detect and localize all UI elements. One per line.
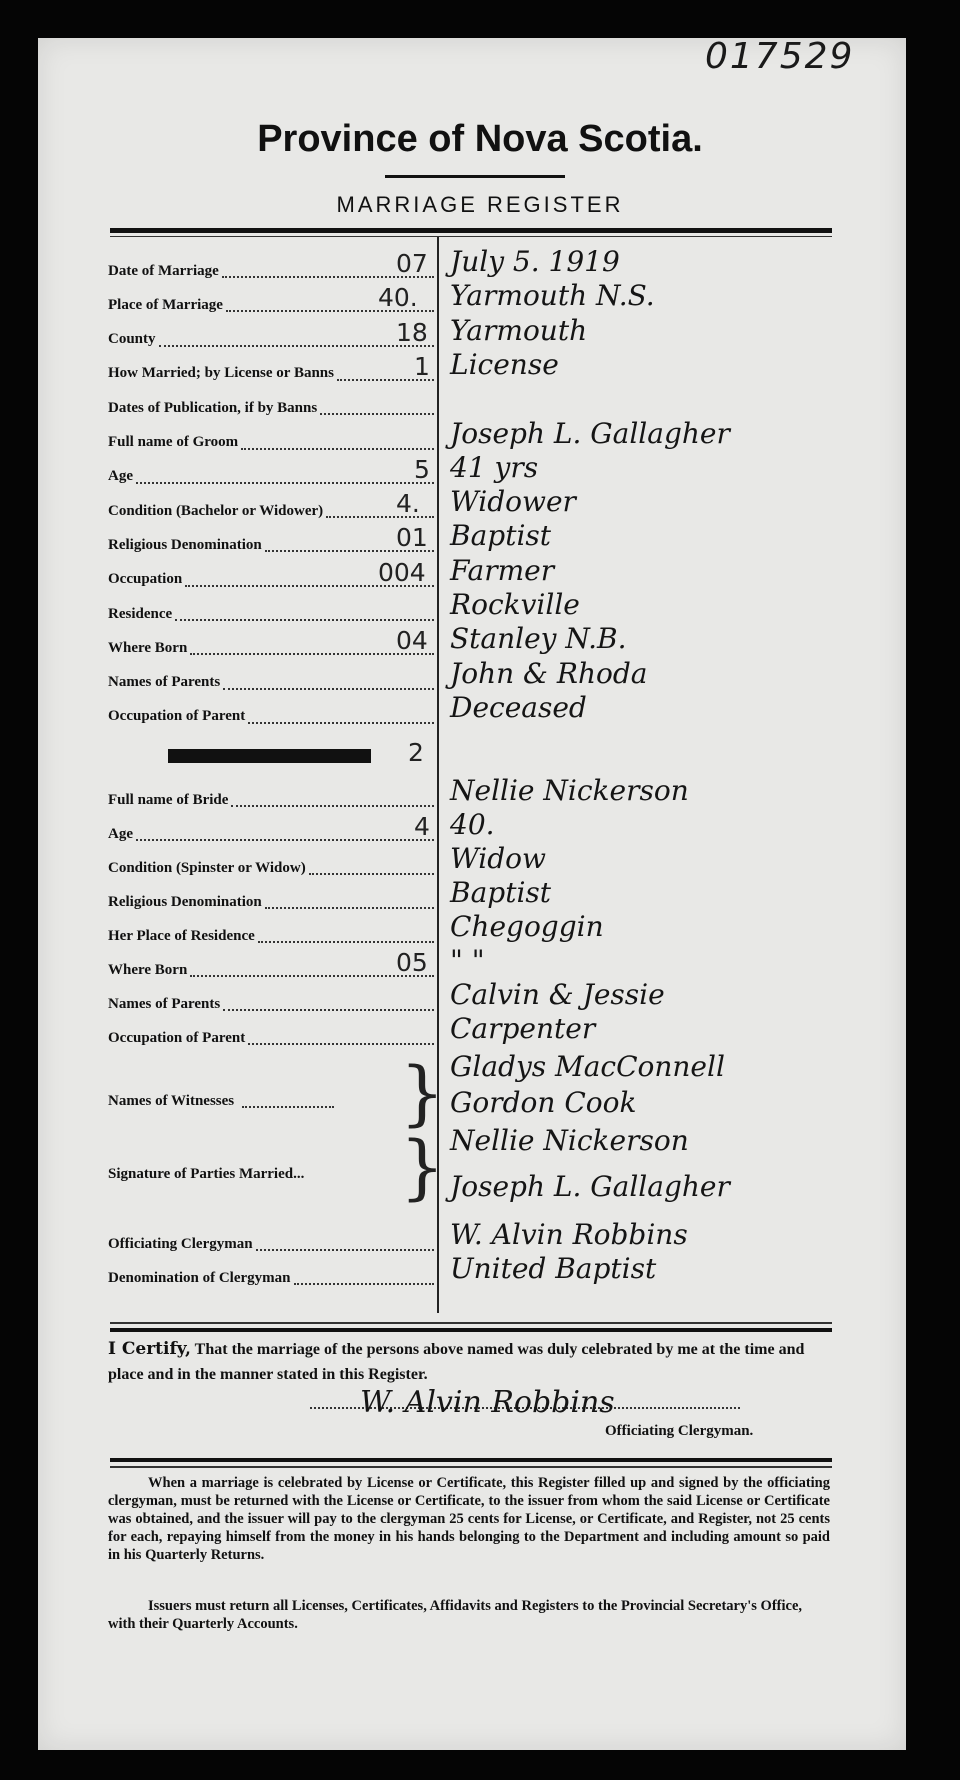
- issuers-note: Issuers must return all Licenses, Certificates, Affidavits and Registers to the Provincial Secretary's Office, with their Quarterly Accounts.: [108, 1598, 803, 1632]
- bride-field-row: [108, 954, 438, 986]
- section-code: 2: [408, 738, 424, 767]
- field-label: Place of Marriage: [108, 296, 223, 313]
- leader-dots: [241, 436, 434, 450]
- leader-dots: [159, 333, 434, 347]
- field-label: Religious Denomination: [108, 536, 262, 553]
- page-title: Province of Nova Scotia.: [257, 118, 703, 160]
- field-value: Farmer: [450, 553, 555, 587]
- field-label: Officiating Clergyman: [108, 1235, 253, 1252]
- field-label: Occupation of Parent: [108, 708, 246, 725]
- page-subtitle: MARRIAGE REGISTER: [336, 192, 624, 217]
- field-value: Rockville: [450, 588, 580, 621]
- field-label: Age: [108, 825, 133, 842]
- leader-dots: [294, 1271, 435, 1285]
- leader-dots: [231, 793, 434, 807]
- groom-field-row: [108, 701, 438, 733]
- witnesses-brace: }: [400, 1052, 445, 1134]
- field-value: Deceased: [450, 690, 587, 724]
- field-value: Calvin & Jessie: [450, 978, 665, 1011]
- groom-field-row: [108, 598, 438, 630]
- leader-dots: [256, 1237, 434, 1251]
- groom-field-row: [108, 461, 438, 493]
- field-code: 40.: [378, 283, 418, 313]
- bride-field-row: [108, 1022, 438, 1054]
- signature-caption: Officiating Clergyman.: [605, 1423, 754, 1439]
- title-divider: [385, 175, 565, 178]
- field-code: 18: [396, 317, 428, 347]
- field-label: Names of Parents: [108, 674, 221, 691]
- field-value: United Baptist: [450, 1252, 657, 1285]
- field-value: 41 yrs: [450, 450, 539, 484]
- leader-dots: [136, 827, 434, 841]
- field-label: Age: [108, 468, 133, 485]
- certification-text: [108, 1337, 828, 1387]
- leader-dots: [248, 710, 434, 724]
- field-value: Yarmouth N.S.: [450, 279, 655, 313]
- field-code: 07: [396, 249, 428, 278]
- leader-dots: [258, 929, 434, 943]
- leader-dots: [223, 997, 434, 1011]
- leader-dots: [175, 607, 434, 621]
- field-label: Residence: [108, 605, 173, 622]
- leader-dots: [223, 676, 434, 690]
- field-value: Carpenter: [450, 1012, 596, 1045]
- field-label: Names of Parents: [108, 995, 221, 1012]
- field-label: Religious Denomination: [108, 893, 262, 910]
- field-value: W. Alvin Robbins: [450, 1218, 688, 1251]
- field-label: Condition (Bachelor or Widower): [108, 502, 324, 519]
- field-value: " ": [450, 944, 485, 977]
- field-value: License: [450, 347, 559, 381]
- bride-field-row: [108, 988, 438, 1020]
- parties-label-row: [108, 1158, 438, 1190]
- field-value: Baptist: [450, 876, 552, 909]
- field-value: Yarmouth: [450, 313, 588, 347]
- clergy-field-row: [108, 1228, 438, 1260]
- field-code: 1: [414, 351, 430, 381]
- field-value: 40.: [450, 808, 495, 841]
- witnesses-label-row: [108, 1085, 438, 1117]
- witness-1: Gladys MacConnell: [450, 1050, 725, 1083]
- bride-field-row: [108, 920, 438, 952]
- field-value: Widow: [450, 842, 546, 875]
- field-label: Her Place of Residence: [108, 927, 255, 944]
- groom-field-row: [108, 358, 438, 390]
- field-code: 4: [414, 812, 430, 841]
- leader-dots: [265, 895, 434, 909]
- field-label: How Married; by License or Banns: [108, 365, 334, 382]
- field-label: Denomination of Clergyman: [108, 1269, 291, 1286]
- notes-rule: [110, 1458, 832, 1462]
- instructions-note: When a marriage is celebrated by License or Certificate, this Register filled up and signed by the officiating clergyman, must be returned with the License or Certificate, to the issuer from whom the said License or Certificate was obtained, and the issuer will pay to the clergyman 25 cents for License, or Certificate, and Register, not 25 cents for each, repaying himself from the money in his hands belonging to the Department and including amount so paid in his Quarterly Returns.: [108, 1475, 830, 1563]
- witnesses-label: Names of Witnesses: [108, 1092, 235, 1109]
- parties-label: Signature of Parties Married...: [108, 1165, 305, 1182]
- bride-field-row: [108, 784, 438, 816]
- field-code: 5: [414, 454, 430, 484]
- field-value: Baptist: [450, 519, 552, 553]
- certify-rule-thick: [110, 1328, 832, 1332]
- field-value: Stanley N.B.: [450, 622, 627, 656]
- clergyman-signature: W. Alvin Robbins: [360, 1385, 615, 1420]
- bride-field-row: [108, 852, 438, 884]
- bride-field-row: [108, 818, 438, 850]
- field-value: Nellie Nickerson: [450, 774, 689, 807]
- field-label: Date of Marriage: [108, 262, 219, 279]
- leader-dots: [320, 401, 434, 415]
- field-code: 04: [396, 626, 428, 656]
- field-label: Occupation: [108, 571, 183, 588]
- certify-body: That the marriage of the persons above named was duly celebrated by me at the time and place and in the manner stated in this Register.: [108, 1341, 805, 1383]
- bride-section-bar: [168, 749, 371, 763]
- certify-lead: I Certify,: [108, 1339, 191, 1359]
- field-code: 01: [396, 523, 428, 553]
- certify-rule: [110, 1322, 832, 1324]
- field-label: Where Born: [108, 639, 188, 656]
- bride-field-row: [108, 886, 438, 918]
- party-signature-bride: Nellie Nickerson: [450, 1124, 689, 1157]
- parties-brace: }: [400, 1126, 445, 1208]
- header-rule: [110, 228, 832, 233]
- field-label: Full name of Groom: [108, 434, 239, 450]
- field-label: Occupation of Parent: [108, 1029, 246, 1046]
- field-label: Dates of Publication, if by Banns: [108, 399, 318, 416]
- clergy-field-row: [108, 1262, 438, 1294]
- document-number: 017529: [705, 36, 855, 77]
- field-value: July 5. 1919: [450, 245, 620, 278]
- field-label: Where Born: [108, 961, 188, 978]
- field-value: Chegoggin: [450, 910, 604, 943]
- field-value: John & Rhoda: [450, 656, 648, 690]
- leader-dots: [248, 1031, 434, 1045]
- groom-field-row: [108, 427, 438, 459]
- groom-field-row: [108, 529, 438, 561]
- field-value: Widower: [450, 485, 576, 519]
- field-label: Full name of Bride: [108, 791, 229, 808]
- field-value: Joseph L. Gallagher: [450, 416, 730, 450]
- field-code: 05: [396, 948, 428, 977]
- groom-field-row: [108, 392, 438, 424]
- party-signature-groom: Joseph L. Gallagher: [450, 1170, 730, 1203]
- witness-2: Gordon Cook: [450, 1086, 637, 1119]
- field-label: County: [108, 331, 156, 348]
- groom-field-row: [108, 632, 438, 664]
- groom-field-row: [108, 324, 438, 356]
- leader-dots: [136, 470, 434, 484]
- header-rule-thin: [110, 236, 832, 237]
- notes-rule-thin: [110, 1466, 832, 1468]
- field-label: Condition (Spinster or Widow): [108, 859, 306, 876]
- groom-field-row: [108, 255, 438, 287]
- groom-field-row: [108, 667, 438, 699]
- leader-dots: [309, 861, 434, 875]
- field-code: 004: [378, 557, 426, 587]
- groom-field-row: [108, 495, 438, 527]
- field-code: 4.: [396, 489, 420, 519]
